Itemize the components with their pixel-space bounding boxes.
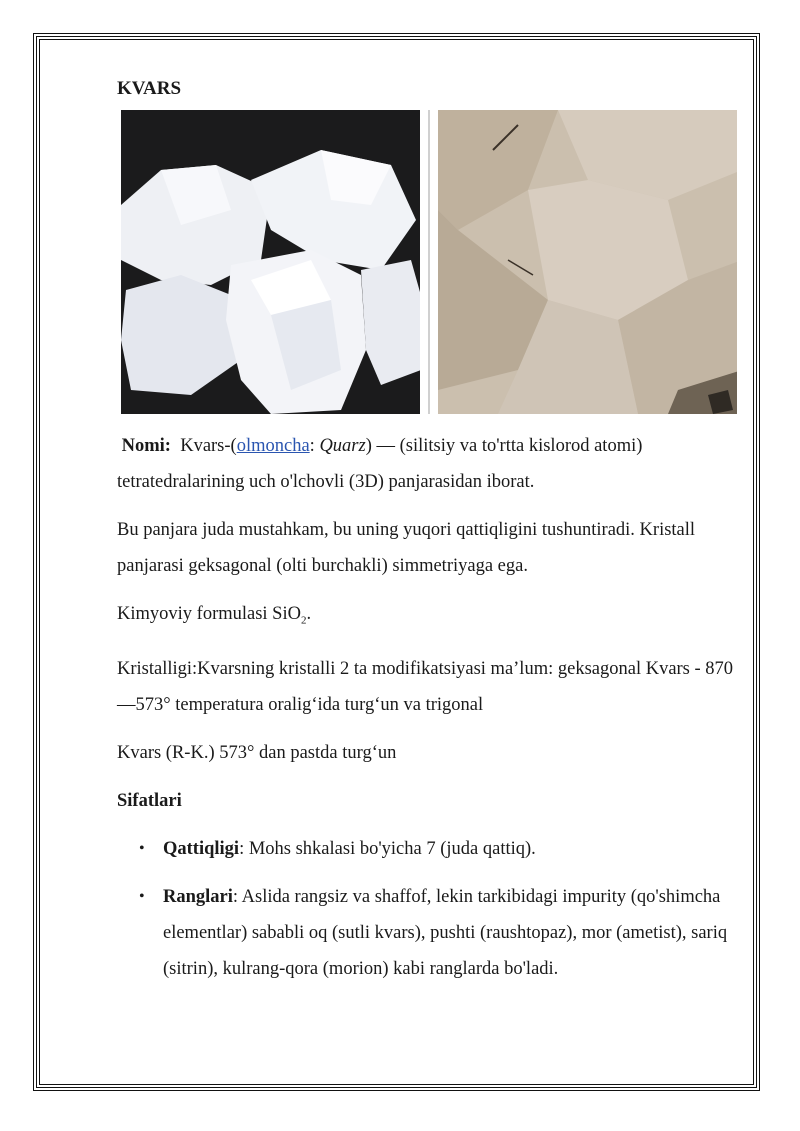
intro-italic-term: Quarz bbox=[319, 436, 366, 456]
intro-prefix: Kvars-( bbox=[180, 436, 237, 456]
page-title: KVARS bbox=[117, 78, 182, 99]
property-text: : Mohs shkalasi bo'yicha 7 (juda qattiq). bbox=[239, 838, 536, 859]
formula-prefix: Kimyoviy formulasi SiO bbox=[117, 604, 301, 624]
intro-paragraph bbox=[117, 428, 737, 500]
white-quartz-illustration bbox=[121, 110, 420, 414]
image-row bbox=[121, 110, 737, 414]
source-language-link[interactable]: olmoncha bbox=[236, 436, 310, 456]
stone-quartz-illustration bbox=[438, 110, 737, 414]
properties-heading: Sifatlari bbox=[117, 790, 182, 811]
property-text: : Aslida rangsiz va shaffof, lekin tarkibidagi impurity (qo'shimcha elementlar) sababli oq (sutli kvars), pushti (raushtopaz), mor (ametist), sariq (sitrin), kulrang-qora (morion) kabi ranglarda bo'ladi. bbox=[163, 886, 728, 979]
white-quartz-image bbox=[121, 110, 420, 414]
intro-rest: ) — (silitsiy va to'rtta kislorod atomi) tetratedralarining uch o'lchovli (3D) panjarasidan iborat. bbox=[117, 436, 643, 492]
list-item bbox=[163, 831, 737, 867]
formula-suffix: . bbox=[306, 604, 312, 624]
property-name: Qattiqligi bbox=[163, 838, 240, 859]
stability-paragraph: Kvars (R-K.) 573° dan pastda turg‘un bbox=[117, 742, 397, 763]
name-label: Nomi: bbox=[121, 436, 171, 456]
crystallinity-paragraph: Kristalligi:Kvarsning kristalli 2 ta modifikatsiyasi ma’lum: geksagonal Kvars - 870—573° temperatura oralig‘ida turg‘un va trigonal bbox=[117, 658, 734, 715]
property-name: Ranglari bbox=[163, 886, 233, 907]
image-divider bbox=[428, 110, 430, 414]
formula-subscript: 2 bbox=[300, 614, 307, 627]
stone-quartz-image bbox=[438, 110, 737, 414]
properties-list bbox=[117, 831, 737, 987]
intro-colon: : bbox=[309, 436, 320, 456]
document-content bbox=[117, 76, 737, 999]
lattice-paragraph: Bu panjara juda mustahkam, bu uning yuqori qattiqligini tushuntiradi. Kristall panjarasi geksagonal (olti burchakli) simmetriyaga ega. bbox=[117, 520, 696, 576]
formula-paragraph bbox=[117, 596, 737, 639]
list-item bbox=[163, 879, 737, 987]
